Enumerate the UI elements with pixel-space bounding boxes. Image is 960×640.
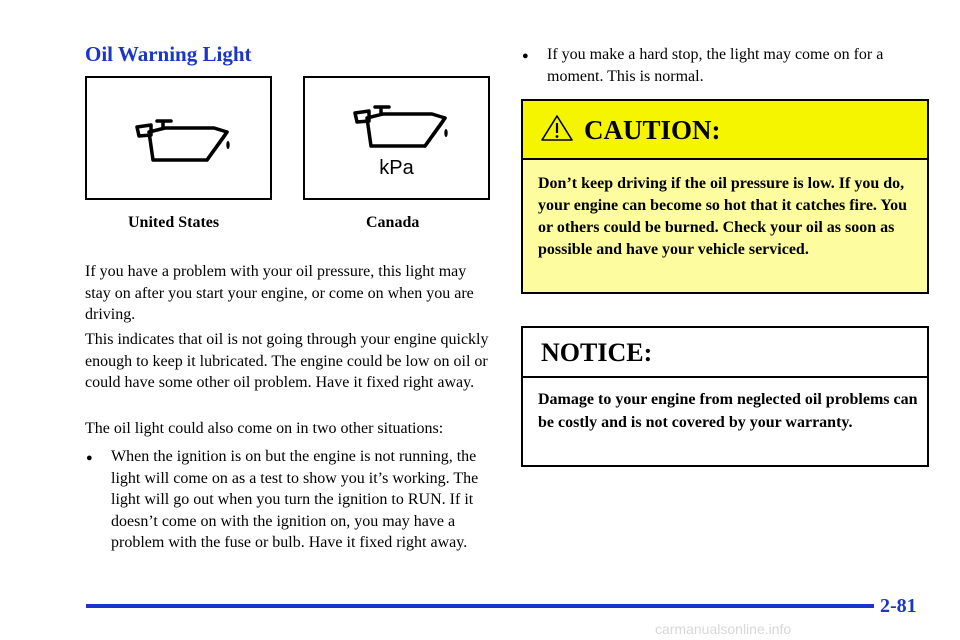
oil-can-icon (87, 78, 270, 198)
caution-text: Don’t keep driving if the oil pressure is low. If you do, your engine can become so hot that it catches fire. You or others could be burned. Check your oil as soon as possible and have your vehicle serviced. (538, 175, 907, 258)
paragraph-oil-pressure: If you have a problem with your oil pressure, this light may stay on after you start your engine, or come on when you are driving. (85, 263, 474, 323)
section-title: Oil Warning Light (85, 42, 252, 66)
oil-can-icon (305, 78, 488, 198)
bullet-icon: ● (86, 452, 93, 464)
notice-header (523, 328, 927, 378)
notice-text: Damage to your engine from neglected oil problems can be costly and is not covered by your warranty. (538, 391, 918, 431)
bullet-ignition-test: When the ignition is on but the engine is not running, the light will come on as a test to show you it’s working. The light will go out when you turn the ignition to RUN. If it doesn’t come on with the ignition on, you may have a problem with the fuse or bulb. Have it fixed right away. (111, 448, 479, 551)
watermark: carmanualsonline.info (655, 621, 792, 637)
caution-heading: CAUTION: (584, 115, 721, 145)
footer-rule (86, 604, 874, 608)
caution-box (521, 99, 929, 294)
paragraph-lubrication: This indicates that oil is not going through your engine quickly enough to keep it lubricated. The engine could be low on oil or could have some other oil problem. Have it fixed right away. (85, 331, 489, 391)
bullet-icon: ● (522, 50, 529, 62)
canada-oil-light-panel (303, 76, 490, 200)
caution-header (523, 101, 927, 160)
kpa-unit-label: kPa (379, 157, 414, 179)
notice-box (521, 326, 929, 467)
page-number: 2-81 (880, 595, 917, 617)
us-oil-light-panel (85, 76, 272, 200)
bullet-hard-stop: If you make a hard stop, the light may come on for a moment. This is normal. (547, 46, 884, 85)
notice-heading: NOTICE: (541, 338, 653, 367)
paragraph-situations: The oil light could also come on in two other situations: (85, 420, 444, 437)
canada-caption: Canada (366, 214, 420, 231)
warning-triangle-icon (540, 114, 574, 142)
us-caption: United States (128, 214, 220, 231)
